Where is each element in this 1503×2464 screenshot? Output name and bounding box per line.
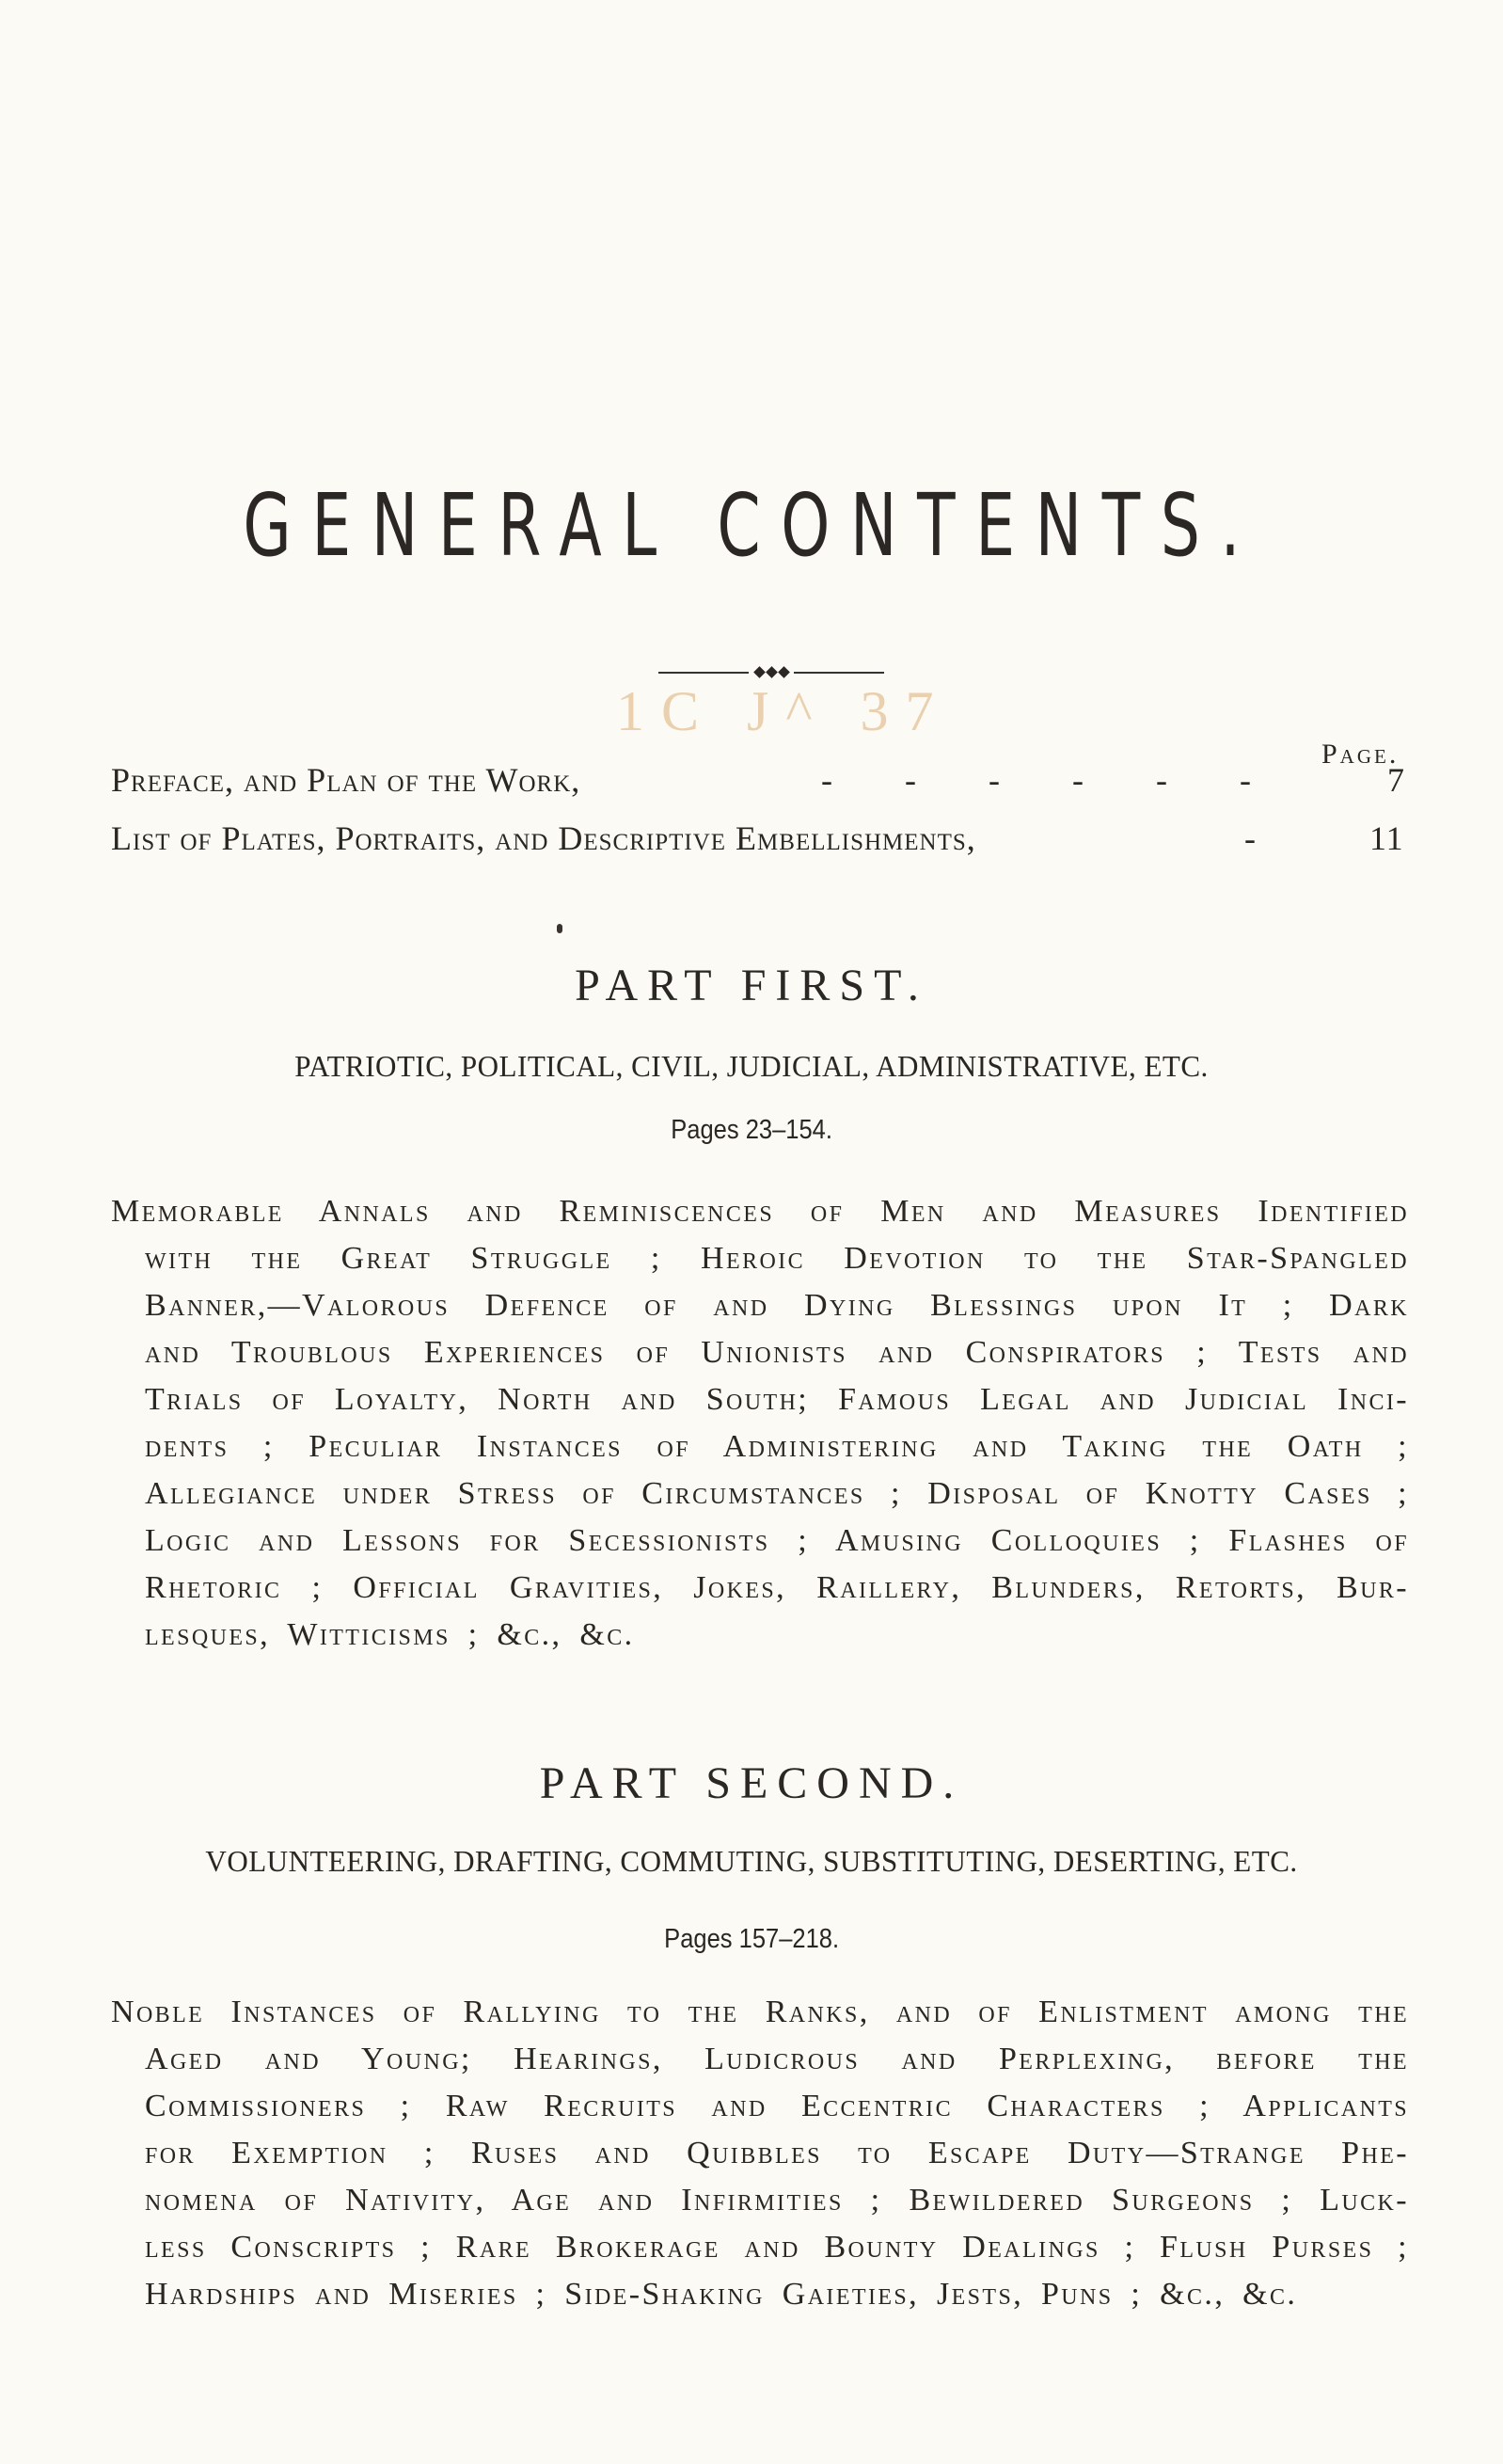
part-first-description (111, 1188, 1409, 1659)
description-line: for Exemption ; Ruses and Quibbles to Escape Duty—Strange Phe- (145, 2136, 1409, 2170)
toc-dot-leaders: - (1244, 819, 1256, 857)
ornament-diamond (766, 666, 778, 678)
description-line: Allegiance under Stress of Circumstances ; Disposal of Knotty Cases ; (145, 1476, 1409, 1511)
part-first-heading: PART FIRST. (575, 961, 928, 1010)
toc-entry-preface[interactable] (111, 760, 1409, 807)
ornament-rule-left (658, 672, 749, 674)
ornament-rule-right (794, 672, 884, 674)
ornament-diamond (778, 666, 790, 678)
description-line: nomena of Nativity, Age and Infirmities ; Bewildered Surgeons ; Luck- (145, 2183, 1409, 2218)
description-line: Commissioners ; Raw Recruits and Eccentric Characters ; Applicants (145, 2089, 1409, 2123)
description-line: Aged and Young; Hearings, Ludicrous and Perplexing, before the (145, 2042, 1409, 2076)
description-line: and Troublous Experiences of Unionists and Conspirators ; Tests and (145, 1335, 1409, 1370)
description-line: dents ; Peculiar Instances of Administering and Taking the Oath ; (145, 1429, 1409, 1464)
toc-entry-label: List of Plates, Portraits, and Descriptive Embellishments, (111, 819, 976, 857)
toc-entry-label: Preface, and Plan of the Work, (111, 761, 581, 799)
part-second-page-range: Pages 157–218. (664, 1924, 840, 1954)
description-line: Rhetoric ; Official Gravities, Jokes, Raillery, Blunders, Retorts, Bur- (145, 1570, 1409, 1605)
part-first-subtitle: PATRIOTIC, POLITICAL, CIVIL, JUDICIAL, ADMINISTRATIVE, ETC. (294, 1049, 1209, 1083)
part-second-subtitle: VOLUNTEERING, DRAFTING, COMMUTING, SUBSTITUTING, DESERTING, ETC. (205, 1844, 1298, 1878)
toc-page-number: 7 (1387, 761, 1405, 799)
description-line: with the Great Struggle ; Heroic Devotion to the Star-Spangled (145, 1241, 1409, 1276)
description-line: Noble Instances of Rallying to the Ranks, and of Enlistment among the (111, 1995, 1409, 2029)
description-line: Memorable Annals and Reminiscences of Men and Measures Identified (111, 1194, 1409, 1229)
toc-entry-plates[interactable] (111, 819, 1409, 866)
description-line: Hardships and Miseries ; Side-Shaking Gaieties, Jests, Puns ; &c., &c. (145, 2277, 1298, 2312)
description-line: lesques, Witticisms ; &c., &c. (145, 1617, 635, 1652)
part-first-page-range: Pages 23–154. (671, 1115, 832, 1145)
page-column-heading: Page. (1321, 739, 1400, 770)
ink-mark (557, 924, 562, 933)
description-line: Banner,—Valorous Defence of and Dying Blessings upon It ; Dark (145, 1288, 1409, 1323)
toc-dot-leaders: - - - - - - (821, 761, 1251, 799)
part-second-description (111, 1989, 1409, 2318)
description-line: Trials of Loyalty, North and South; Famous Legal and Judicial Inci- (145, 1382, 1409, 1417)
part-second-heading: PART SECOND. (539, 1758, 964, 1808)
ornament-diamond (753, 666, 766, 678)
description-line: less Conscripts ; Rare Brokerage and Bounty Dealings ; Flush Purses ; (145, 2230, 1409, 2265)
description-line: Logic and Lessons for Secessionists ; Amusing Colloquies ; Flashes of (145, 1523, 1409, 1558)
page-title: GENERAL CONTENTS. (243, 475, 1261, 576)
library-stamp: 1C J^ 37 (616, 680, 951, 742)
toc-page-number: 11 (1369, 819, 1404, 857)
